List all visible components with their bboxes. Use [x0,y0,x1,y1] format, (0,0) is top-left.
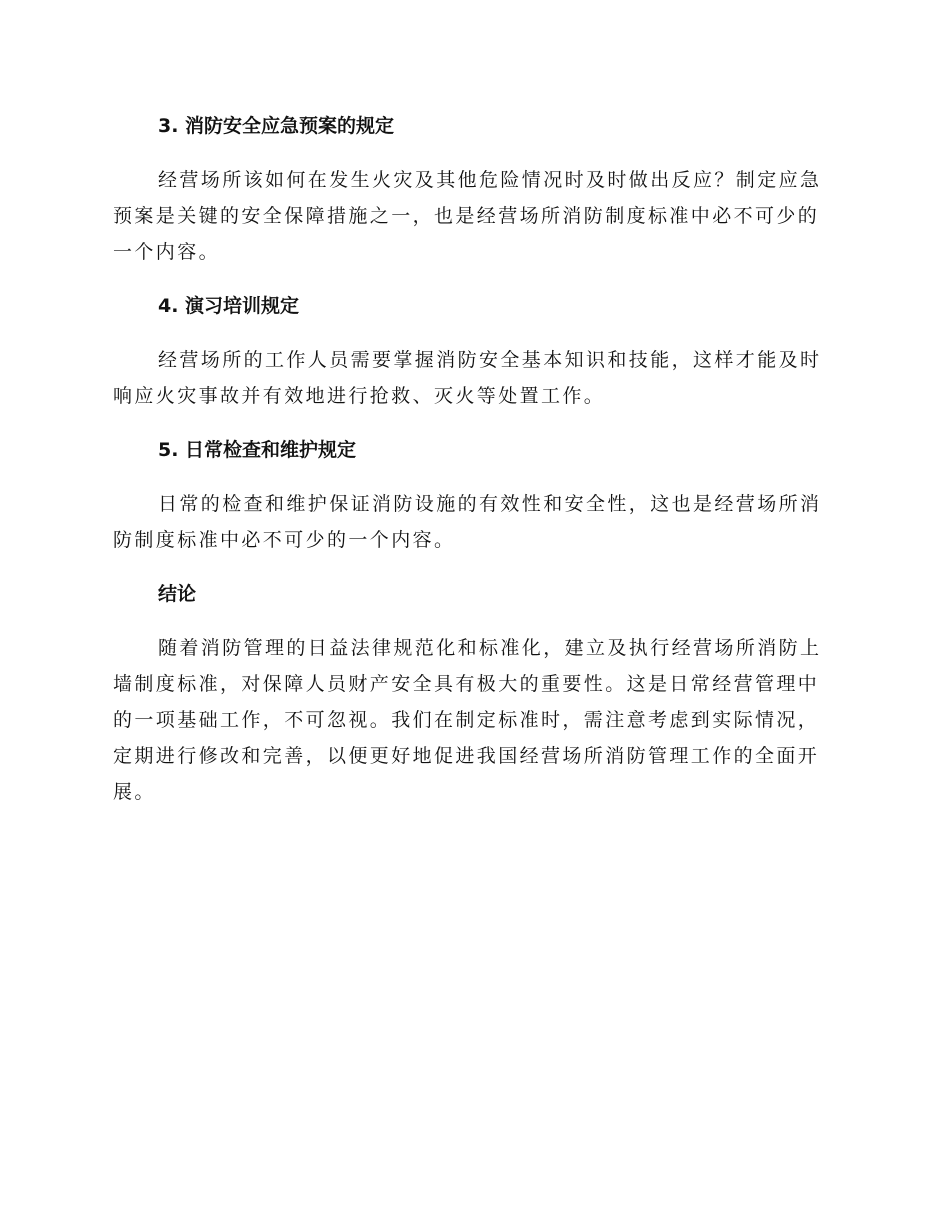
paragraph-line: 展。 [113,781,156,803]
paragraph-emergency-plan [113,162,833,270]
paragraph-line: 墙制度标准，对保障人员财产安全具有极大的重要性。这是日常经营管理中 [113,673,820,695]
document-body [113,108,833,810]
paragraph-daily-inspection [113,486,833,558]
paragraph-line: 一个内容。 [113,241,221,263]
paragraph-line: 随着消防管理的日益法律规范化和标准化，建立及执行经营场所消防上 [158,637,822,659]
section-heading-conclusion: 结论 [158,583,197,605]
paragraph-line: 预案是关键的安全保障措施之一，也是经营场所消防制度标准中必不可少的 [113,205,820,227]
paragraph-line: 经营场所该如何在发生火灾及其他危险情况时及时做出反应？制定应急 [158,169,822,191]
paragraph-conclusion [113,630,833,810]
paragraph-line: 的一项基础工作，不可忽视。我们在制定标准时，需注意考虑到实际情况， [113,709,820,731]
paragraph-line: 经营场所的工作人员需要掌握消防安全基本知识和技能，这样才能及时 [158,349,822,371]
paragraph-line: 防制度标准中必不可少的一个内容。 [113,529,456,551]
paragraph-line: 响应火灾事故并有效地进行抢救、灭火等处置工作。 [113,385,606,407]
section-heading-emergency-plan: 3. 消防安全应急预案的规定 [158,115,395,137]
paragraph-line: 定期进行修改和完善，以便更好地促进我国经营场所消防管理工作的全面开 [113,745,820,767]
section-heading-daily-inspection: 5. 日常检查和维护规定 [158,439,357,461]
section-heading-drill-training: 4. 演习培训规定 [158,295,300,317]
paragraph-drill-training [113,342,833,414]
paragraph-line: 日常的检查和维护保证消防设施的有效性和安全性，这也是经营场所消 [158,493,822,515]
